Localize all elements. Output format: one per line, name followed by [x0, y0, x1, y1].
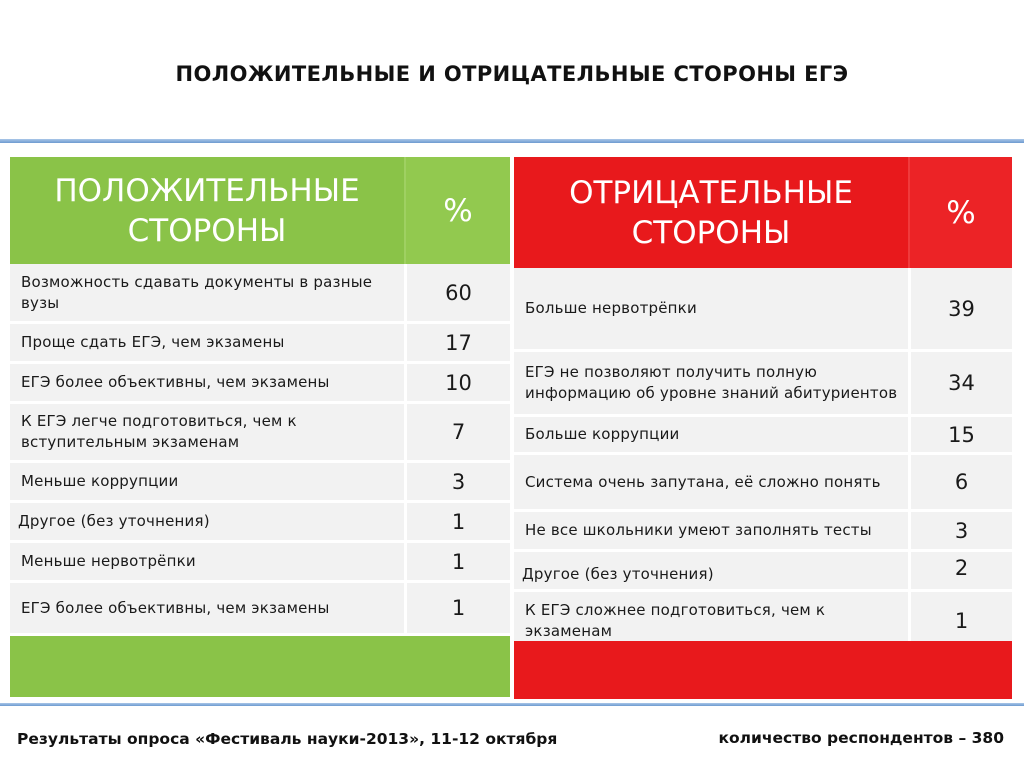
row-value: 1 [404, 543, 510, 580]
table-row [10, 324, 510, 364]
table-row [10, 404, 510, 463]
row-value: 1 [404, 503, 510, 540]
row-value: 7 [404, 404, 510, 460]
table-row [514, 268, 1012, 352]
respondents-count: количество респондентов – 380 [718, 729, 1004, 747]
row-value: 3 [404, 463, 510, 500]
table-row [10, 463, 510, 503]
top-divider [0, 139, 1024, 143]
positive-percent-header: % [404, 157, 510, 264]
row-label: К ЕГЭ легче подготовиться, чем к вступительным экзаменам [21, 412, 297, 451]
row-value: 6 [908, 455, 1012, 509]
row-value: 1 [404, 583, 510, 633]
negative-percent-header: % [908, 157, 1012, 268]
row-value: 60 [404, 264, 510, 321]
row-value: 10 [404, 364, 510, 401]
row-label: Система очень запутана, её сложно понять [525, 472, 881, 491]
table-row [514, 417, 1012, 455]
row-label: К ЕГЭ сложнее подготовиться, чем к экзаменам [525, 600, 826, 640]
row-label: Больше нервотрёпки [525, 299, 697, 317]
table-row [514, 552, 1012, 592]
negative-footer-bar [514, 641, 1012, 699]
table-row [10, 543, 510, 583]
row-value: 17 [404, 324, 510, 361]
negative-table [514, 157, 1012, 699]
row-label: ЕГЭ более объективны, чем экзамены [21, 598, 330, 617]
table-row [10, 503, 510, 543]
table-row [10, 364, 510, 404]
row-label: ЕГЭ не позволяют получить полную информацию об уровне знаний абитуриентов [525, 363, 898, 402]
table-row [10, 264, 510, 324]
table-row [514, 455, 1012, 512]
row-value: 3 [908, 512, 1012, 549]
page-title: ПОЛОЖИТЕЛЬНЫЕ И ОТРИЦАТЕЛЬНЫЕ СТОРОНЫ ЕГЭ [175, 62, 849, 86]
row-label: Меньше нервотрёпки [21, 552, 196, 570]
row-label: Другое (без уточнения) [522, 565, 714, 583]
row-label: Не все школьники умеют заполнять тесты [525, 521, 872, 539]
row-label: ЕГЭ более объективны, чем экзамены [21, 373, 330, 391]
positive-header-title: ПОЛОЖИТЕЛЬНЫЕ СТОРОНЫ [54, 172, 360, 249]
row-value: 15 [908, 417, 1012, 452]
negative-header-title: ОТРИЦАТЕЛЬНЫЕ СТОРОНЫ [569, 174, 853, 251]
positive-table [10, 157, 510, 697]
row-label: Другое (без уточнения) [18, 512, 210, 530]
table-row [514, 352, 1012, 417]
row-value: 1 [908, 592, 1012, 649]
table-row [10, 583, 510, 636]
positive-footer-bar [10, 636, 510, 697]
negative-header [514, 157, 1012, 268]
row-value: 34 [908, 352, 1012, 414]
row-label: Возможность сдавать документы в разные вузы [21, 272, 373, 312]
row-value: 39 [908, 268, 1012, 349]
positive-rows [10, 264, 510, 636]
row-value: 2 [908, 552, 1012, 589]
bottom-divider [0, 703, 1024, 706]
table-row [514, 512, 1012, 552]
row-label: Меньше коррупции [21, 472, 179, 490]
negative-rows [514, 268, 1012, 652]
positive-header [10, 157, 510, 264]
survey-source: Результаты опроса «Фестиваль науки-2013», 11-12 октября [17, 730, 558, 748]
row-label: Больше коррупции [525, 425, 680, 443]
row-label: Проще сдать ЕГЭ, чем экзамены [21, 333, 285, 351]
